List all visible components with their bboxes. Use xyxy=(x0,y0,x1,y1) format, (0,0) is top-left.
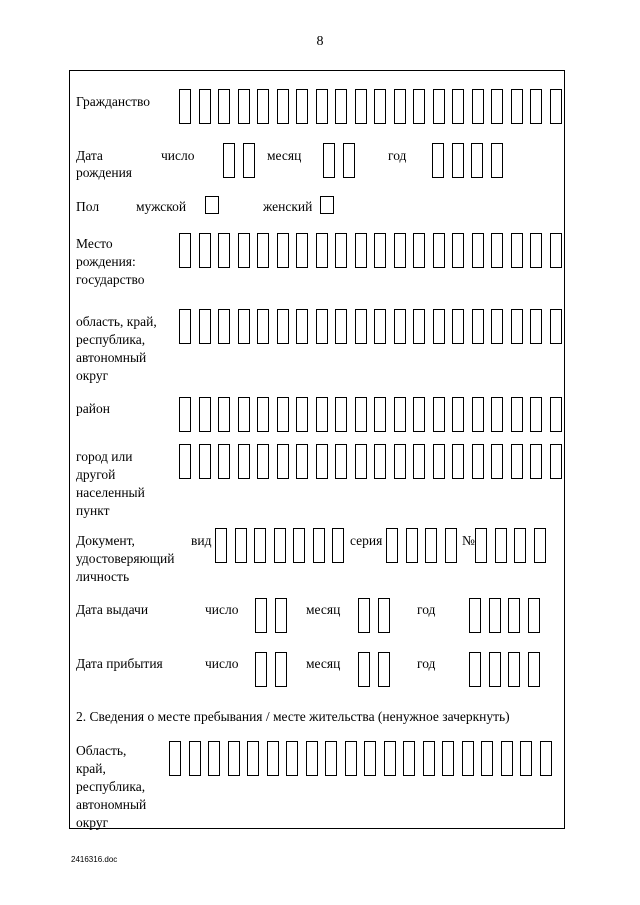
char-cell[interactable] xyxy=(406,528,418,563)
char-cell[interactable] xyxy=(238,233,250,268)
page-number: 8 xyxy=(316,34,324,49)
birth-date-label-line2: рождения xyxy=(76,165,133,180)
char-cell[interactable] xyxy=(452,444,464,479)
char-cell[interactable] xyxy=(413,397,425,432)
form-frame xyxy=(69,70,565,829)
char-cell[interactable] xyxy=(335,309,347,344)
char-cell[interactable] xyxy=(316,309,328,344)
region-label-line2: республика, xyxy=(76,332,146,347)
district-cells xyxy=(179,397,569,432)
char-cell[interactable] xyxy=(293,528,305,563)
char-cell[interactable] xyxy=(469,598,481,633)
char-cell[interactable] xyxy=(550,444,562,479)
char-cell[interactable] xyxy=(394,309,406,344)
issue-day-cells xyxy=(255,598,294,633)
char-cell[interactable] xyxy=(335,89,347,124)
char-cell[interactable] xyxy=(267,741,279,776)
residence-region-line2: край, xyxy=(76,761,106,776)
char-cell[interactable] xyxy=(335,397,347,432)
char-cell[interactable] xyxy=(511,309,523,344)
arrival-month-cells xyxy=(358,652,397,687)
char-cell[interactable] xyxy=(296,397,308,432)
birth-country-cells xyxy=(179,233,569,268)
char-cell[interactable] xyxy=(306,741,318,776)
char-cell[interactable] xyxy=(403,741,415,776)
char-cell[interactable] xyxy=(481,741,493,776)
char-cell[interactable] xyxy=(491,397,503,432)
issue-month-label: месяц xyxy=(306,602,341,617)
id-doc-label-line1: Документ, xyxy=(76,533,135,548)
char-cell[interactable] xyxy=(277,397,289,432)
char-cell[interactable] xyxy=(413,444,425,479)
char-cell[interactable] xyxy=(433,89,445,124)
char-cell[interactable] xyxy=(218,397,230,432)
char-cell[interactable] xyxy=(378,652,390,687)
char-cell[interactable] xyxy=(296,89,308,124)
char-cell[interactable] xyxy=(452,143,464,178)
char-cell[interactable] xyxy=(511,89,523,124)
char-cell[interactable] xyxy=(442,741,454,776)
footer-doc-id: 2416316.doc xyxy=(71,855,118,864)
char-cell[interactable] xyxy=(179,89,191,124)
sex-label: Пол xyxy=(76,199,100,214)
char-cell[interactable] xyxy=(432,143,444,178)
char-cell[interactable] xyxy=(228,741,240,776)
char-cell[interactable] xyxy=(394,444,406,479)
region-label-line3: автономный xyxy=(76,350,147,365)
char-cell[interactable] xyxy=(199,89,211,124)
char-cell[interactable] xyxy=(530,309,542,344)
char-cell[interactable] xyxy=(471,143,483,178)
char-cell[interactable] xyxy=(550,309,562,344)
char-cell[interactable] xyxy=(472,309,484,344)
city-label-line2: другой xyxy=(76,467,116,482)
char-cell[interactable] xyxy=(277,444,289,479)
char-cell[interactable] xyxy=(550,233,562,268)
region-cells xyxy=(179,309,569,344)
birth-date-label-line1: Дата xyxy=(76,148,103,163)
char-cell[interactable] xyxy=(433,233,445,268)
citizenship-label: Гражданство xyxy=(76,94,151,109)
char-cell[interactable] xyxy=(491,233,503,268)
char-cell[interactable] xyxy=(179,233,191,268)
char-cell[interactable] xyxy=(530,89,542,124)
id-doc-label-line3: личность xyxy=(76,569,130,584)
char-cell[interactable] xyxy=(374,444,386,479)
sex-male-label: мужской xyxy=(136,199,187,214)
char-cell[interactable] xyxy=(355,309,367,344)
char-cell[interactable] xyxy=(316,89,328,124)
issue-date-label: Дата выдачи xyxy=(76,602,149,617)
char-cell[interactable] xyxy=(275,652,287,687)
char-cell[interactable] xyxy=(491,143,503,178)
char-cell[interactable] xyxy=(218,309,230,344)
arrival-year-cells xyxy=(469,652,547,687)
char-cell[interactable] xyxy=(238,89,250,124)
char-cell[interactable] xyxy=(511,444,523,479)
char-cell[interactable] xyxy=(257,233,269,268)
char-cell[interactable] xyxy=(169,741,181,776)
char-cell[interactable] xyxy=(343,143,355,178)
id-doc-number-label: № xyxy=(462,533,475,548)
char-cell[interactable] xyxy=(528,598,540,633)
region-label-line4: округ xyxy=(76,368,109,383)
char-cell[interactable] xyxy=(257,397,269,432)
char-cell[interactable] xyxy=(199,309,211,344)
arrival-day-cells xyxy=(255,652,294,687)
char-cell[interactable] xyxy=(255,652,267,687)
residence-region-cells xyxy=(169,741,559,776)
id-doc-kind-cells xyxy=(215,528,352,563)
char-cell[interactable] xyxy=(433,397,445,432)
issue-year-cells xyxy=(469,598,547,633)
char-cell[interactable] xyxy=(374,233,386,268)
char-cell[interactable] xyxy=(550,397,562,432)
char-cell[interactable] xyxy=(374,397,386,432)
char-cell[interactable] xyxy=(508,598,520,633)
char-cell[interactable] xyxy=(413,89,425,124)
char-cell[interactable] xyxy=(511,233,523,268)
char-cell[interactable] xyxy=(313,528,325,563)
char-cell[interactable] xyxy=(218,233,230,268)
birth-day-cells xyxy=(223,143,262,178)
birth-month-cells xyxy=(323,143,362,178)
char-cell[interactable] xyxy=(189,741,201,776)
char-cell[interactable] xyxy=(530,397,542,432)
char-cell[interactable] xyxy=(489,598,501,633)
sex-female-checkbox[interactable] xyxy=(320,196,334,214)
char-cell[interactable] xyxy=(358,598,370,633)
char-cell[interactable] xyxy=(530,444,542,479)
city-label-line4: пункт xyxy=(76,503,110,518)
sex-male-checkbox[interactable] xyxy=(205,196,219,214)
issue-month-cells xyxy=(358,598,397,633)
char-cell[interactable] xyxy=(472,444,484,479)
residence-region-line3: республика, xyxy=(76,779,146,794)
residence-region-line5: округ xyxy=(76,815,109,830)
char-cell[interactable] xyxy=(491,309,503,344)
char-cell[interactable] xyxy=(277,309,289,344)
char-cell[interactable] xyxy=(472,89,484,124)
char-cell[interactable] xyxy=(355,444,367,479)
char-cell[interactable] xyxy=(452,397,464,432)
char-cell[interactable] xyxy=(394,397,406,432)
char-cell[interactable] xyxy=(286,741,298,776)
char-cell[interactable] xyxy=(275,598,287,633)
city-label-line3: населенный xyxy=(76,485,145,500)
char-cell[interactable] xyxy=(489,652,501,687)
char-cell[interactable] xyxy=(254,528,266,563)
char-cell[interactable] xyxy=(491,89,503,124)
char-cell[interactable] xyxy=(277,233,289,268)
char-cell[interactable] xyxy=(452,309,464,344)
district-label: район xyxy=(76,401,110,416)
char-cell[interactable] xyxy=(364,741,376,776)
char-cell[interactable] xyxy=(550,89,562,124)
char-cell[interactable] xyxy=(208,741,220,776)
char-cell[interactable] xyxy=(199,233,211,268)
char-cell[interactable] xyxy=(332,528,344,563)
char-cell[interactable] xyxy=(452,89,464,124)
id-doc-label-line2: удостоверяющий xyxy=(76,551,175,566)
char-cell[interactable] xyxy=(374,309,386,344)
char-cell[interactable] xyxy=(179,444,191,479)
char-cell[interactable] xyxy=(384,741,396,776)
issue-year-label: год xyxy=(417,602,436,617)
section2-title: 2. Сведения о месте пребывания / месте жительства (ненужное зачеркнуть) xyxy=(76,709,510,724)
char-cell[interactable] xyxy=(452,233,464,268)
char-cell[interactable] xyxy=(296,309,308,344)
char-cell[interactable] xyxy=(238,444,250,479)
char-cell[interactable] xyxy=(394,233,406,268)
char-cell[interactable] xyxy=(316,397,328,432)
char-cell[interactable] xyxy=(274,528,286,563)
char-cell[interactable] xyxy=(469,652,481,687)
char-cell[interactable] xyxy=(255,598,267,633)
char-cell[interactable] xyxy=(355,233,367,268)
char-cell[interactable] xyxy=(223,143,235,178)
char-cell[interactable] xyxy=(296,444,308,479)
char-cell[interactable] xyxy=(511,397,523,432)
char-cell[interactable] xyxy=(378,598,390,633)
birth-day-label: число xyxy=(161,148,195,163)
char-cell[interactable] xyxy=(530,233,542,268)
char-cell[interactable] xyxy=(238,309,250,344)
id-doc-kind-label: вид xyxy=(191,533,212,548)
char-cell[interactable] xyxy=(433,444,445,479)
char-cell[interactable] xyxy=(345,741,357,776)
char-cell[interactable] xyxy=(358,652,370,687)
char-cell[interactable] xyxy=(215,528,227,563)
birth-year-label: год xyxy=(388,148,407,163)
id-doc-series-label: серия xyxy=(350,533,383,548)
city-label-line1: город или xyxy=(76,449,133,464)
region-label-line1: область, край, xyxy=(76,314,157,329)
arrival-date-label: Дата прибытия xyxy=(76,656,163,671)
char-cell[interactable] xyxy=(475,528,487,563)
char-cell[interactable] xyxy=(243,143,255,178)
char-cell[interactable] xyxy=(199,444,211,479)
char-cell[interactable] xyxy=(247,741,259,776)
char-cell[interactable] xyxy=(472,233,484,268)
char-cell[interactable] xyxy=(325,741,337,776)
char-cell[interactable] xyxy=(257,309,269,344)
citizenship-cells xyxy=(179,89,569,124)
char-cell[interactable] xyxy=(534,528,546,563)
birth-place-label-line1: Место xyxy=(76,236,113,251)
char-cell[interactable] xyxy=(433,309,445,344)
char-cell[interactable] xyxy=(355,397,367,432)
residence-region-line1: Область, xyxy=(76,743,127,758)
char-cell[interactable] xyxy=(472,397,484,432)
char-cell[interactable] xyxy=(413,309,425,344)
char-cell[interactable] xyxy=(335,233,347,268)
arrival-day-label: число xyxy=(205,656,239,671)
char-cell[interactable] xyxy=(277,89,289,124)
char-cell[interactable] xyxy=(423,741,435,776)
id-doc-number-cells xyxy=(475,528,553,563)
char-cell[interactable] xyxy=(257,444,269,479)
char-cell[interactable] xyxy=(355,89,367,124)
char-cell[interactable] xyxy=(179,397,191,432)
birth-place-label-line3: государство xyxy=(76,272,145,287)
char-cell[interactable] xyxy=(514,528,526,563)
char-cell[interactable] xyxy=(218,89,230,124)
arrival-month-label: месяц xyxy=(306,656,341,671)
char-cell[interactable] xyxy=(520,741,532,776)
issue-day-label: число xyxy=(205,602,239,617)
char-cell[interactable] xyxy=(179,309,191,344)
birth-month-label: месяц xyxy=(267,148,302,163)
sex-female-label: женский xyxy=(263,199,313,214)
char-cell[interactable] xyxy=(528,652,540,687)
id-doc-series-cells xyxy=(386,528,464,563)
char-cell[interactable] xyxy=(199,397,211,432)
char-cell[interactable] xyxy=(235,528,247,563)
char-cell[interactable] xyxy=(491,444,503,479)
char-cell[interactable] xyxy=(445,528,457,563)
char-cell[interactable] xyxy=(413,233,425,268)
char-cell[interactable] xyxy=(508,652,520,687)
char-cell[interactable] xyxy=(335,444,347,479)
birth-place-label-line2: рождения: xyxy=(76,254,136,269)
birth-year-cells xyxy=(432,143,510,178)
char-cell[interactable] xyxy=(462,741,474,776)
char-cell[interactable] xyxy=(374,89,386,124)
residence-region-line4: автономный xyxy=(76,797,147,812)
char-cell[interactable] xyxy=(257,89,269,124)
char-cell[interactable] xyxy=(316,444,328,479)
char-cell[interactable] xyxy=(296,233,308,268)
char-cell[interactable] xyxy=(540,741,552,776)
char-cell[interactable] xyxy=(218,444,230,479)
char-cell[interactable] xyxy=(316,233,328,268)
char-cell[interactable] xyxy=(501,741,513,776)
char-cell[interactable] xyxy=(238,397,250,432)
arrival-year-label: год xyxy=(417,656,436,671)
char-cell[interactable] xyxy=(425,528,437,563)
char-cell[interactable] xyxy=(386,528,398,563)
char-cell[interactable] xyxy=(495,528,507,563)
char-cell[interactable] xyxy=(394,89,406,124)
city-cells xyxy=(179,444,569,479)
char-cell[interactable] xyxy=(323,143,335,178)
